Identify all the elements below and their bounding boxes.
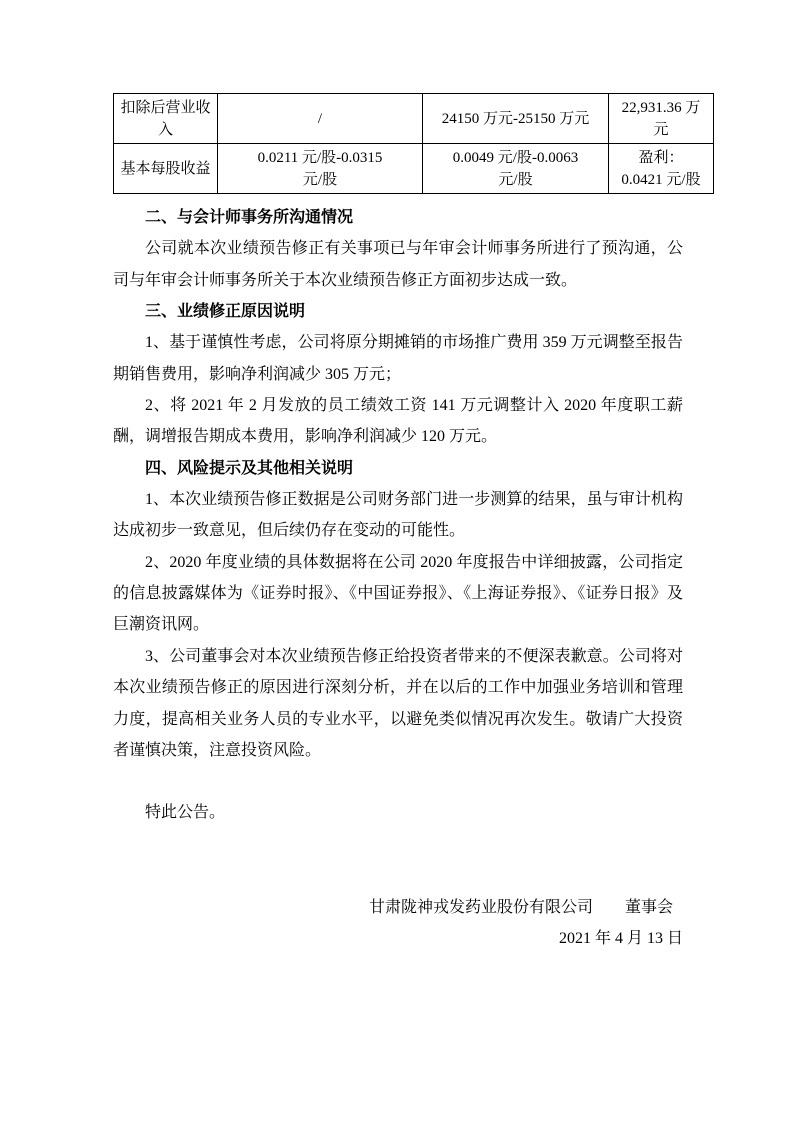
document-body <box>113 202 683 954</box>
section-heading-4: 四、风险提示及其他相关说明 <box>145 459 354 477</box>
paragraph: 1、本次业绩预告修正数据是公司财务部门进一步测算的结果，虽与审计机构达成初步一致意见，但后续仍存在变动的可能性。 <box>113 491 683 540</box>
paragraph: 1、基于谨慎性考虑，公司将原分期摊销的市场推广费用 359 万元调整至报告期销售费用，影响净利润减少 305 万元； <box>113 334 683 383</box>
table-cell: 盈利： 0.0421 元/股 <box>609 144 714 194</box>
table-cell: 24150 万元-25150 万元 <box>423 94 609 144</box>
paragraph: 3、公司董事会对本次业绩预告修正给投资者带来的不便深表歉意。公司将对本次业绩预告修正的原因进行深刻分析，并在以后的工作中加强业务培训和管理力度，提高相关业务人员的专业水平，以避免类似情况再次发生。敬请广大投资者谨慎决策，注意投资风险。 <box>113 647 683 759</box>
row-label: 基本每股收益 <box>114 144 218 194</box>
table-row-net-revenue <box>114 94 714 144</box>
table-cell: 0.0211 元/股-0.0315 元/股 <box>218 144 423 194</box>
table-row-eps <box>114 144 714 194</box>
signature-date: 2021 年 4 月 13 日 <box>558 929 683 947</box>
results-table <box>113 93 714 194</box>
table-cell: 0.0049 元/股-0.0063 元/股 <box>423 144 609 194</box>
paragraph: 2、2020 年度业绩的具体数据将在公司 2020 年度报告中详细披露，公司指定的信息披露媒体为《证券时报》、《中国证券报》、《上海证券报》、《证券日报》及巨潮资讯网。 <box>113 553 683 634</box>
section-heading-3: 三、业绩修正原因说明 <box>145 303 306 321</box>
row-label: 扣除后营业收 入 <box>114 94 218 144</box>
table-cell: 22,931.36 万 元 <box>609 94 714 144</box>
section-heading-2: 二、与会计师事务所沟通情况 <box>145 209 354 226</box>
paragraph: 公司就本次业绩预告修正有关事项已与年审会计师事务所进行了预沟通，公司与年审会计师事务所关于本次业绩预告修正方面初步达成一致。 <box>113 240 683 289</box>
table-cell: / <box>218 94 423 144</box>
closing-statement: 特此公告。 <box>145 804 226 822</box>
paragraph: 2、将 2021 年 2 月发放的员工绩效工资 141 万元调整计入 2020 年度职工薪酬，调增报告期成本费用，影响净利润减少 120 万元。 <box>113 397 683 446</box>
signature-company: 甘肃陇神戎发药业股份有限公司 董事会 <box>368 898 673 916</box>
